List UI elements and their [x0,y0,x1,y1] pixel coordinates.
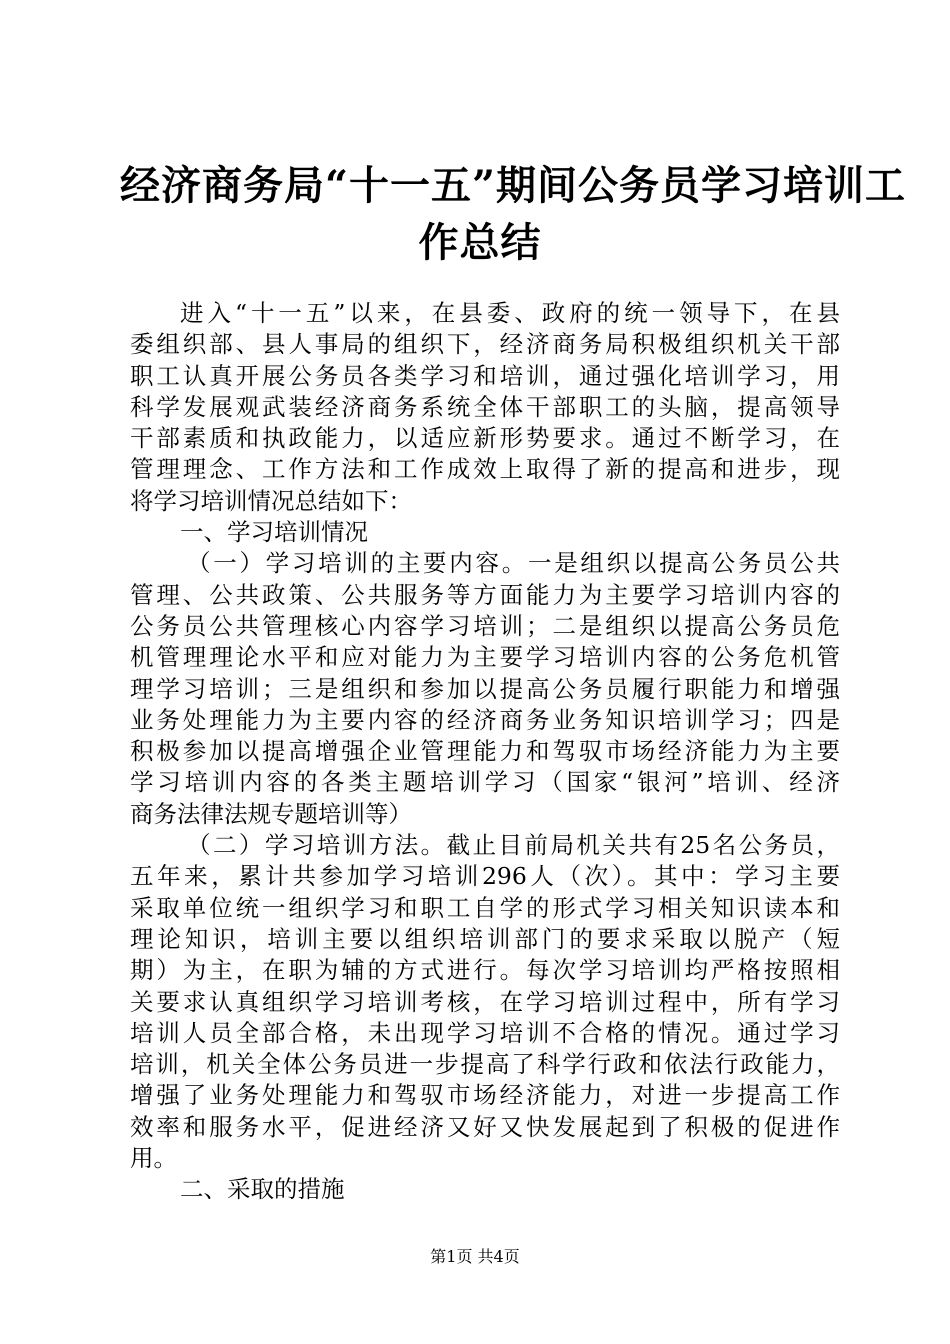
paragraph-line: 培训人员全部合格，未出现学习培训不合格的情况。通过学习 [130,1018,840,1047]
paragraph-line: 科学发展观武装经济商务系统全体干部职工的头脑，提高领导 [130,392,840,421]
section-heading: 二、采取的措施 [180,1175,345,1204]
paragraph-line: 增强了业务处理能力和驾驭市场经济能力，对进一步提高工作 [130,1081,840,1110]
paragraph-line: 进入“十一五”以来，在县委、政府的统一领导下，在县 [180,299,840,327]
page-number-footer: 第1页 共4页 [430,1247,520,1266]
paragraph-line: 期）为主，在职为辅的方式进行。每次学习培训均严格按照相 [130,956,840,985]
paragraph-line: 业务处理能力为主要内容的经济商务业务知识培训学习；四是 [130,705,840,734]
paragraph-line: 管理、公共政策、公共服务等方面能力为主要学习培训内容的 [130,580,840,609]
paragraph-line: 用。 [130,1144,177,1173]
paragraph-line: 采取单位统一组织学习和职工自学的形式学习相关知识读本和 [130,893,840,922]
paragraph-line: （二）学习培训方法。截止目前局机关共有25名公务员， [187,831,840,860]
paragraph-line: 公务员公共管理核心内容学习培训；二是组织以提高公务员危 [130,611,840,640]
section-heading: 一、学习培训情况 [180,518,368,547]
paragraph-line: 职工认真开展公务员各类学习和培训，通过强化培训学习，用 [130,361,840,390]
paragraph-line: 理论知识，培训主要以组织培训部门的要求采取以脱产（短 [130,924,840,953]
paragraph-line: 效率和服务水平，促进经济又好又快发展起到了积极的促进作 [130,1112,840,1141]
paragraph-line: 将学习培训情况总结如下： [130,486,412,515]
paragraph-line: 理学习培训；三是组织和参加以提高公务员履行职能力和增强 [130,674,840,703]
document-body [130,298,840,1206]
document-title-line-2: 作总结 [418,219,542,266]
paragraph-line: 干部素质和执政能力，以适应新形势要求。通过不断学习，在 [130,424,840,453]
paragraph-line: 委组织部、县人事局的组织下，经济商务局积极组织机关干部 [130,330,840,359]
paragraph-line: 关要求认真组织学习培训考核，在学习培训过程中，所有学习 [130,987,840,1016]
paragraph-line: 培训，机关全体公务员进一步提高了科学行政和依法行政能力， [130,1050,840,1079]
paragraph-line: （一）学习培训的主要内容。一是组织以提高公务员公共 [187,549,840,578]
paragraph-line: 积极参加以提高增强企业管理能力和驾驭市场经济能力为主要 [130,737,840,766]
paragraph-line: 机管理理论水平和应对能力为主要学习培训内容的公务危机管 [130,643,840,672]
paragraph-line: 商务法律法规专题培训等） [130,799,412,828]
document-title-line-1: 经济商务局“十一五”期间公务员学习培训工 [120,162,907,209]
paragraph-line: 五年来，累计共参加学习培训296人（次）。其中：学习主要 [130,862,840,891]
paragraph-line: 学习培训内容的各类主题培训学习（国家“银河”培训、经济 [130,768,840,797]
paragraph-line: 管理理念、工作方法和工作成效上取得了新的提高和进步，现 [130,455,840,484]
